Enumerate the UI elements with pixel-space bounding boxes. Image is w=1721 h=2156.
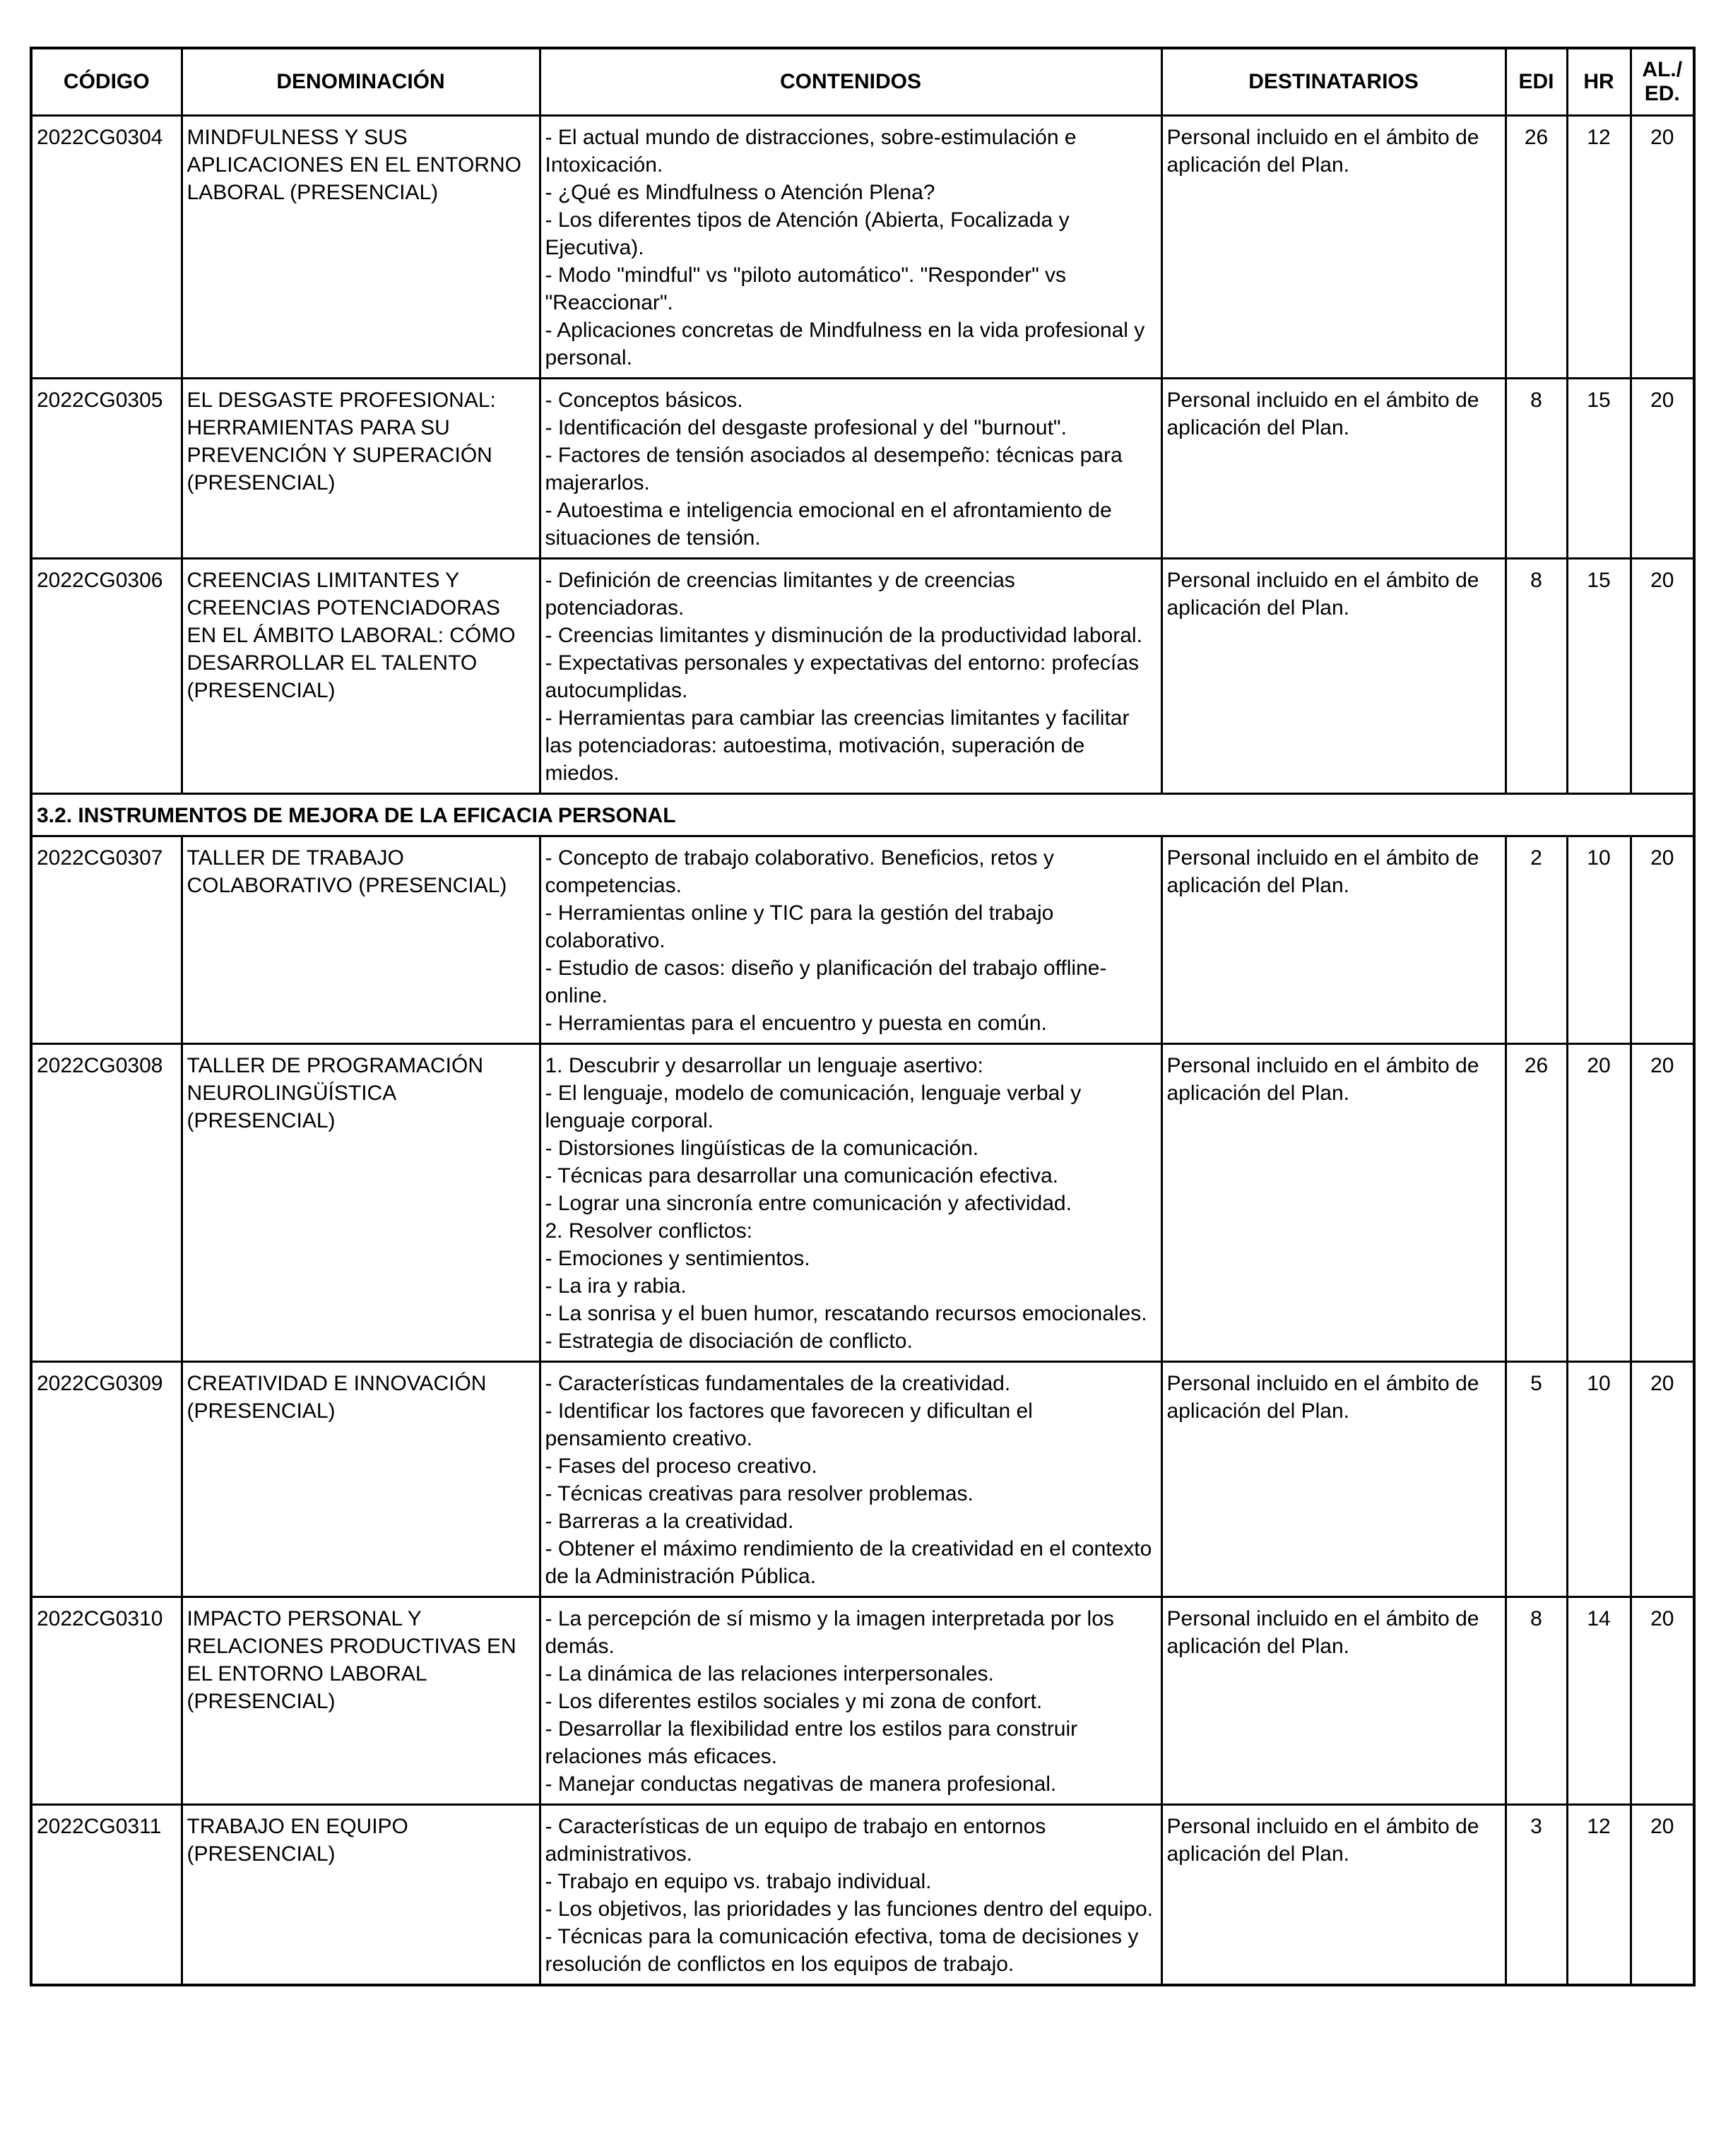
cell-codigo: 2022CG0307 [31,836,182,1044]
contenido-line: - Distorsiones lingüísticas de la comunicación. [545,1137,979,1160]
cell-al-ed: 20 [1631,559,1694,794]
cell-codigo: 2022CG0311 [31,1805,182,1986]
cell-edi: 8 [1506,559,1567,794]
table-row [31,1805,1694,1986]
cell-al-ed: 20 [1631,836,1694,1044]
cell-codigo: 2022CG0304 [31,116,182,379]
cell-hr: 20 [1567,1044,1631,1362]
cell-denominacion: TALLER DE PROGRAMACIÓN NEUROLINGÜÍSTICA (PRESENCIAL) [182,1044,540,1362]
contenido-line: - Los objetivos, las prioridades y las funciones dentro del equipo. [545,1897,1154,1921]
contenido-line: - Estrategia de disociación de conflicto. [545,1329,913,1353]
cell-hr: 12 [1567,116,1631,379]
contenido-line: - El lenguaje, modelo de comunicación, lenguaje verbal y lenguaje corporal. [545,1082,1082,1132]
cell-contenidos [540,1362,1161,1597]
contenido-line: - Trabajo en equipo vs. trabajo individual. [545,1870,932,1893]
cell-al-ed: 20 [1631,379,1694,559]
header-edi: EDI [1506,48,1567,116]
cell-edi: 2 [1506,836,1567,1044]
cell-codigo: 2022CG0306 [31,559,182,794]
cell-edi: 26 [1506,116,1567,379]
contenido-line: - Conceptos básicos. [545,389,743,412]
cell-destinatarios: Personal incluido en el ámbito de aplicación del Plan. [1161,1597,1506,1805]
header-codigo: CÓDIGO [31,48,182,116]
course-table [30,47,1696,1986]
contenido-line: - Características de un equipo de trabajo en entornos administrativos. [545,1815,1046,1866]
contenido-line: - La ira y rabia. [545,1274,687,1298]
contenido-line: - Concepto de trabajo colaborativo. Beneficios, retos y competencias. [545,846,1054,897]
contenido-line: - Obtener el máximo rendimiento de la creatividad en el contexto de la Administración Pública. [545,1537,1152,1588]
cell-denominacion: CREATIVIDAD E INNOVACIÓN (PRESENCIAL) [182,1362,540,1597]
cell-contenidos [540,1044,1161,1362]
cell-al-ed: 20 [1631,116,1694,379]
cell-denominacion: MINDFULNESS Y SUS APLICACIONES EN EL ENTORNO LABORAL (PRESENCIAL) [182,116,540,379]
contenido-line: - Definición de creencias limitantes y de creencias potenciadoras. [545,569,1015,620]
cell-denominacion: TALLER DE TRABAJO COLABORATIVO (PRESENCIAL) [182,836,540,1044]
contenido-line: - Técnicas creativas para resolver problemas. [545,1482,974,1505]
cell-contenidos [540,116,1161,379]
contenido-line: - Técnicas para la comunicación efectiva, toma de decisiones y resolución de conflictos en los equipos de trabajo. [545,1925,1139,1976]
contenido-line: - Herramientas online y TIC para la gestión del trabajo colaborativo. [545,901,1054,952]
contenido-line: - Factores de tensión asociados al desempeño: técnicas para majerarlos. [545,444,1123,494]
table-row [31,116,1694,379]
cell-destinatarios: Personal incluido en el ámbito de aplicación del Plan. [1161,836,1506,1044]
contenido-line: - Modo "mindful" vs "piloto automático". "Responder" vs "Reaccionar". [545,263,1067,314]
contenido-line: - La percepción de sí mismo y la imagen interpretada por los demás. [545,1607,1114,1658]
cell-denominacion: IMPACTO PERSONAL Y RELACIONES PRODUCTIVAS EN EL ENTORNO LABORAL (PRESENCIAL) [182,1597,540,1805]
cell-contenidos [540,559,1161,794]
cell-al-ed: 20 [1631,1362,1694,1597]
cell-edi: 26 [1506,1044,1567,1362]
contenido-line: - La dinámica de las relaciones interpersonales. [545,1662,994,1686]
cell-denominacion: CREENCIAS LIMITANTES Y CREENCIAS POTENCIADORAS EN EL ÁMBITO LABORAL: CÓMO DESARROLLAR EL TALENTO (PRESENCIAL) [182,559,540,794]
table-row [31,1044,1694,1362]
header-destinatarios: DESTINATARIOS [1161,48,1506,116]
cell-contenidos [540,1805,1161,1986]
contenido-line: - Aplicaciones concretas de Mindfulness en la vida profesional y personal. [545,319,1145,369]
header-contenidos: CONTENIDOS [540,48,1161,116]
contenido-line: - Barreras a la creatividad. [545,1510,794,1533]
contenido-line: - Características fundamentales de la creatividad. [545,1372,1011,1395]
cell-contenidos [540,1597,1161,1805]
table-row [31,836,1694,1044]
section-row [31,794,1694,836]
cell-edi: 3 [1506,1805,1567,1986]
contenido-line: - Identificar los factores que favorecen y dificultan el pensamiento creativo. [545,1399,1033,1450]
header-hr: HR [1567,48,1631,116]
cell-hr: 12 [1567,1805,1631,1986]
contenido-line: - ¿Qué es Mindfulness o Atención Plena? [545,181,935,204]
contenido-line: - Fases del proceso creativo. [545,1455,817,1478]
cell-denominacion: EL DESGASTE PROFESIONAL: HERRAMIENTAS PARA SU PREVENCIÓN Y SUPERACIÓN (PRESENCIAL) [182,379,540,559]
cell-al-ed: 20 [1631,1805,1694,1986]
cell-destinatarios: Personal incluido en el ámbito de aplicación del Plan. [1161,1805,1506,1986]
cell-destinatarios: Personal incluido en el ámbito de aplicación del Plan. [1161,116,1506,379]
cell-destinatarios: Personal incluido en el ámbito de aplicación del Plan. [1161,559,1506,794]
contenido-line: - Emociones y sentimientos. [545,1247,810,1270]
cell-al-ed: 20 [1631,1597,1694,1805]
cell-codigo: 2022CG0310 [31,1597,182,1805]
cell-al-ed: 20 [1631,1044,1694,1362]
contenido-line: - Manejar conductas negativas de manera profesional. [545,1772,1057,1796]
table-body [31,116,1694,1986]
contenido-line: - Creencias limitantes y disminución de la productividad laboral. [545,624,1142,647]
cell-destinatarios: Personal incluido en el ámbito de aplicación del Plan. [1161,1044,1506,1362]
cell-denominacion: TRABAJO EN EQUIPO (PRESENCIAL) [182,1805,540,1986]
header-denominacion: DENOMINACIÓN [182,48,540,116]
contenido-line: - Herramientas para cambiar las creencias limitantes y facilitar las potenciadoras: autoestima, motivación, superación de miedos. [545,706,1130,785]
cell-contenidos [540,836,1161,1044]
table-row [31,1597,1694,1805]
contenido-line: 2. Resolver conflictos: [545,1219,752,1243]
table-row [31,559,1694,794]
cell-edi: 5 [1506,1362,1567,1597]
cell-codigo: 2022CG0305 [31,379,182,559]
cell-hr: 15 [1567,559,1631,794]
cell-edi: 8 [1506,379,1567,559]
contenido-line: - Autoestima e inteligencia emocional en el afrontamiento de situaciones de tensión. [545,499,1112,550]
cell-codigo: 2022CG0309 [31,1362,182,1597]
contenido-line: - Herramientas para el encuentro y puesta en común. [545,1012,1047,1035]
cell-destinatarios: Personal incluido en el ámbito de aplicación del Plan. [1161,1362,1506,1597]
contenido-line: - Técnicas para desarrollar una comunicación efectiva. [545,1164,1058,1187]
cell-destinatarios: Personal incluido en el ámbito de aplicación del Plan. [1161,379,1506,559]
contenido-line: - Desarrollar la flexibilidad entre los estilos para construir relaciones más eficaces. [545,1717,1078,1768]
contenido-line: 1. Descubrir y desarrollar un lenguaje asertivo: [545,1054,983,1077]
cell-contenidos [540,379,1161,559]
cell-hr: 10 [1567,836,1631,1044]
contenido-line: - Lograr una sincronía entre comunicación y afectividad. [545,1192,1072,1215]
cell-codigo: 2022CG0308 [31,1044,182,1362]
table-row [31,1362,1694,1597]
cell-hr: 10 [1567,1362,1631,1597]
section-title: 3.2. INSTRUMENTOS DE MEJORA DE LA EFICACIA PERSONAL [31,794,1694,836]
contenido-line: - La sonrisa y el buen humor, rescatando recursos emocionales. [545,1302,1147,1325]
table-row [31,379,1694,559]
header-row [31,48,1694,116]
cell-hr: 14 [1567,1597,1631,1805]
contenido-line: - Los diferentes tipos de Atención (Abierta, Focalizada y Ejecutiva). [545,208,1070,259]
contenido-line: - El actual mundo de distracciones, sobre-estimulación e Intoxicación. [545,126,1077,177]
contenido-line: - Los diferentes estilos sociales y mi zona de confort. [545,1690,1043,1713]
contenido-line: - Estudio de casos: diseño y planificación del trabajo offline-online. [545,956,1107,1007]
header-al-ed: AL./ ED. [1631,48,1694,116]
cell-hr: 15 [1567,379,1631,559]
cell-edi: 8 [1506,1597,1567,1805]
contenido-line: - Expectativas personales y expectativas del entorno: profecías autocumplidas. [545,651,1139,702]
contenido-line: - Identificación del desgaste profesional y del "burnout". [545,416,1067,439]
